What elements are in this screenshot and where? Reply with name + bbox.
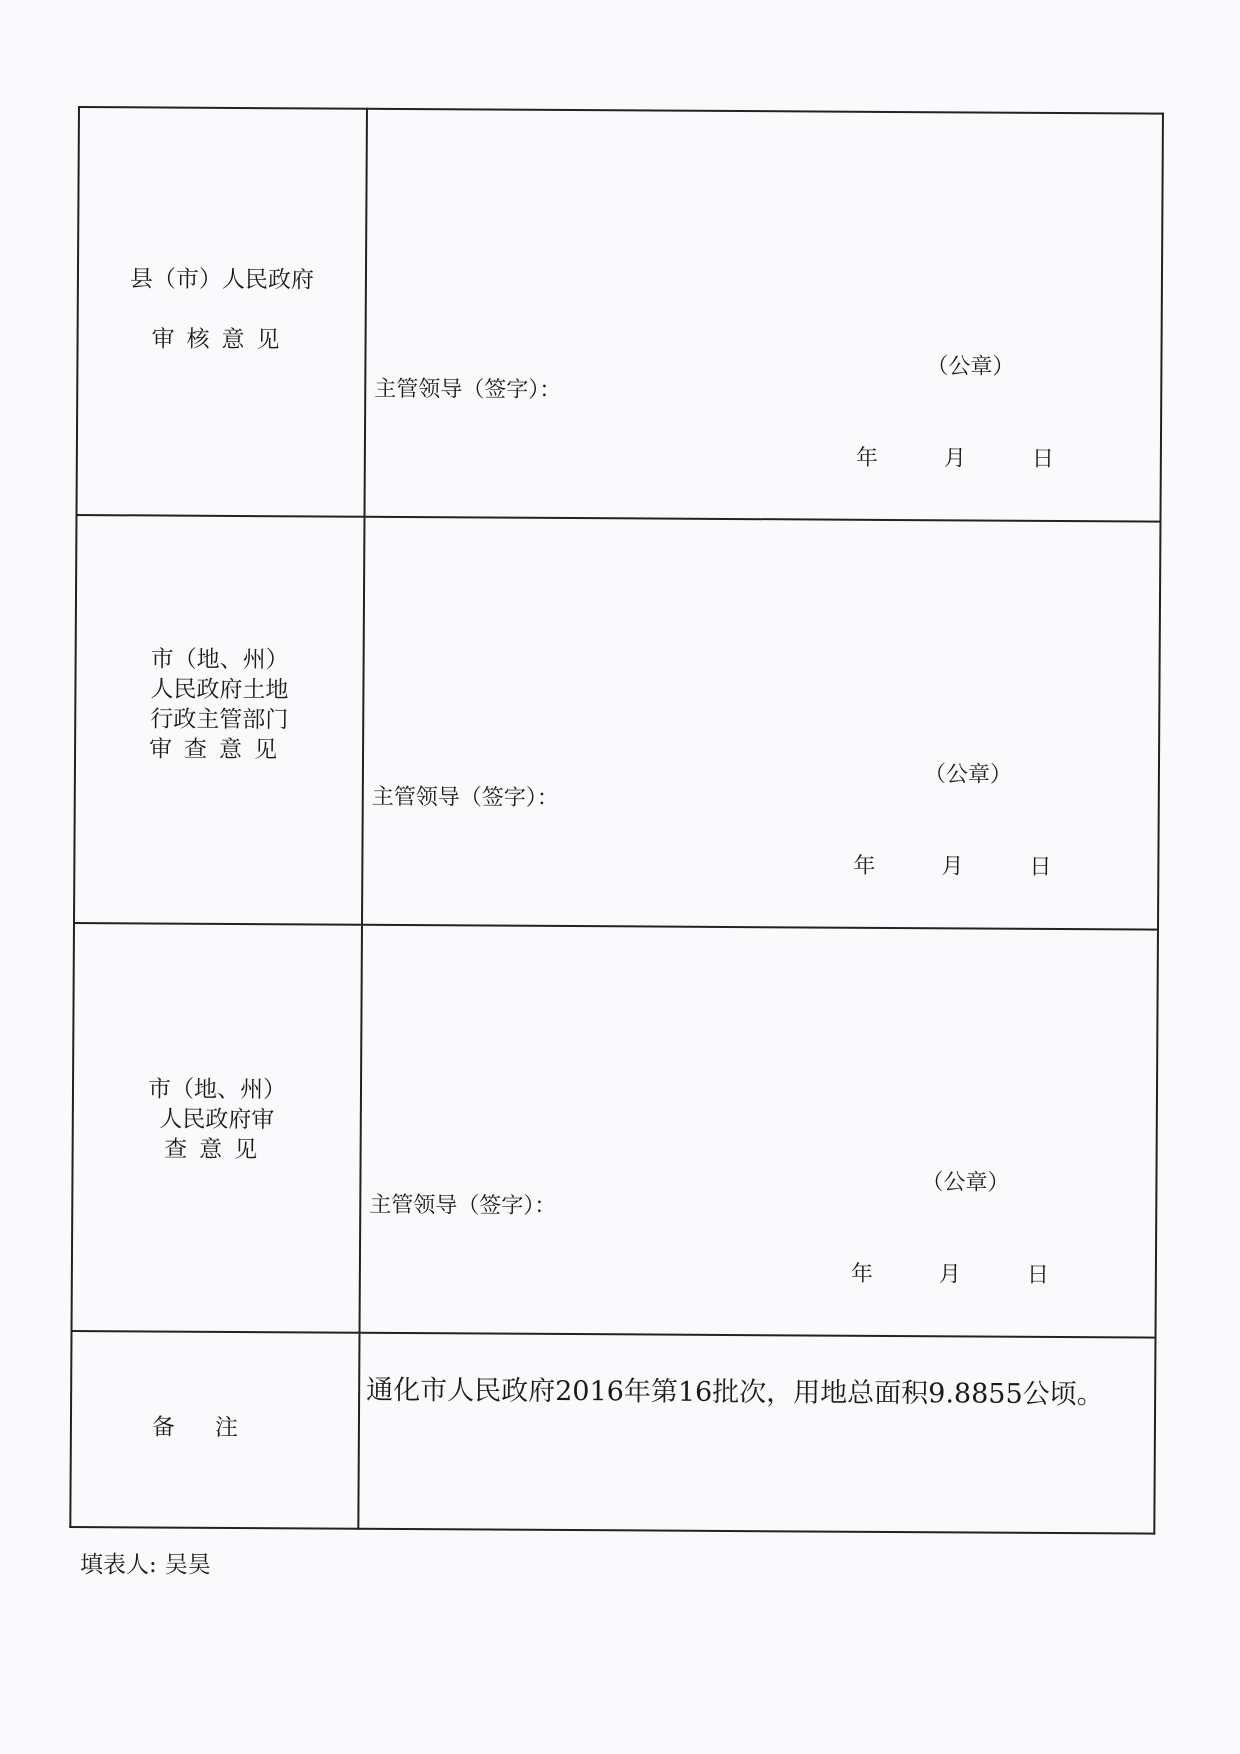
remark-label: 备注 bbox=[151, 1414, 279, 1442]
year-label: 年 bbox=[850, 1261, 873, 1287]
row-label bbox=[74, 1074, 361, 1166]
leader-signature-label: 主管领导（签字）： bbox=[369, 1192, 557, 1219]
year-label: 年 bbox=[855, 445, 878, 471]
row-label-cell bbox=[74, 515, 364, 925]
form-filler bbox=[80, 1546, 219, 1579]
row-label-cell bbox=[70, 1331, 359, 1529]
official-seal-label: （公章） bbox=[923, 762, 1013, 788]
row-label-cell bbox=[77, 107, 367, 517]
month-label: 月 bbox=[938, 1262, 961, 1288]
county-government-review-row bbox=[77, 107, 1163, 522]
opinion-cell[interactable] bbox=[362, 517, 1160, 930]
filler-label: 填表人: bbox=[80, 1552, 157, 1578]
remark-row bbox=[70, 1331, 1155, 1534]
official-seal-label: （公章） bbox=[921, 1170, 1010, 1196]
date-line bbox=[856, 441, 1120, 474]
label-line: 县（市）人民政府 bbox=[129, 266, 315, 294]
row-label-cell bbox=[72, 923, 362, 1333]
city-government-review-row bbox=[72, 923, 1158, 1338]
approval-form-table bbox=[69, 106, 1164, 1535]
official-seal-label: （公章） bbox=[926, 354, 1015, 380]
row-label bbox=[76, 644, 363, 766]
day-label: 日 bbox=[1031, 446, 1054, 472]
label-line: 行政主管部门 bbox=[150, 706, 289, 734]
leader-signature-label: 主管领导（签字）： bbox=[374, 376, 562, 403]
label-line: 市（地、州） bbox=[150, 646, 289, 674]
opinion-cell[interactable] bbox=[364, 109, 1162, 522]
day-label: 日 bbox=[1029, 854, 1052, 880]
remark-text: 通化市人民政府2016年第16批次，用地总面积9.8855公顷。 bbox=[366, 1374, 1104, 1411]
remark-cell[interactable] bbox=[358, 1333, 1155, 1534]
filler-name: 吴昊 bbox=[164, 1552, 211, 1578]
date-line bbox=[853, 849, 1117, 882]
row-label bbox=[78, 264, 365, 356]
label-line: 人民政府土地 bbox=[150, 676, 289, 704]
label-line: 人民政府审 bbox=[159, 1106, 275, 1134]
year-label: 年 bbox=[853, 853, 876, 879]
label-line: 审核意见 bbox=[151, 326, 292, 354]
opinion-cell[interactable] bbox=[360, 925, 1158, 1338]
label-line: 审查意见 bbox=[148, 736, 290, 764]
month-label: 月 bbox=[943, 446, 966, 472]
day-label: 日 bbox=[1026, 1262, 1049, 1288]
label-line: 市（地、州） bbox=[147, 1076, 287, 1104]
city-land-department-review-row bbox=[74, 515, 1160, 930]
date-line bbox=[851, 1257, 1115, 1290]
label-line: 查意见 bbox=[164, 1136, 270, 1164]
month-label: 月 bbox=[941, 854, 964, 880]
leader-signature-label: 主管领导（签字）： bbox=[371, 784, 559, 811]
